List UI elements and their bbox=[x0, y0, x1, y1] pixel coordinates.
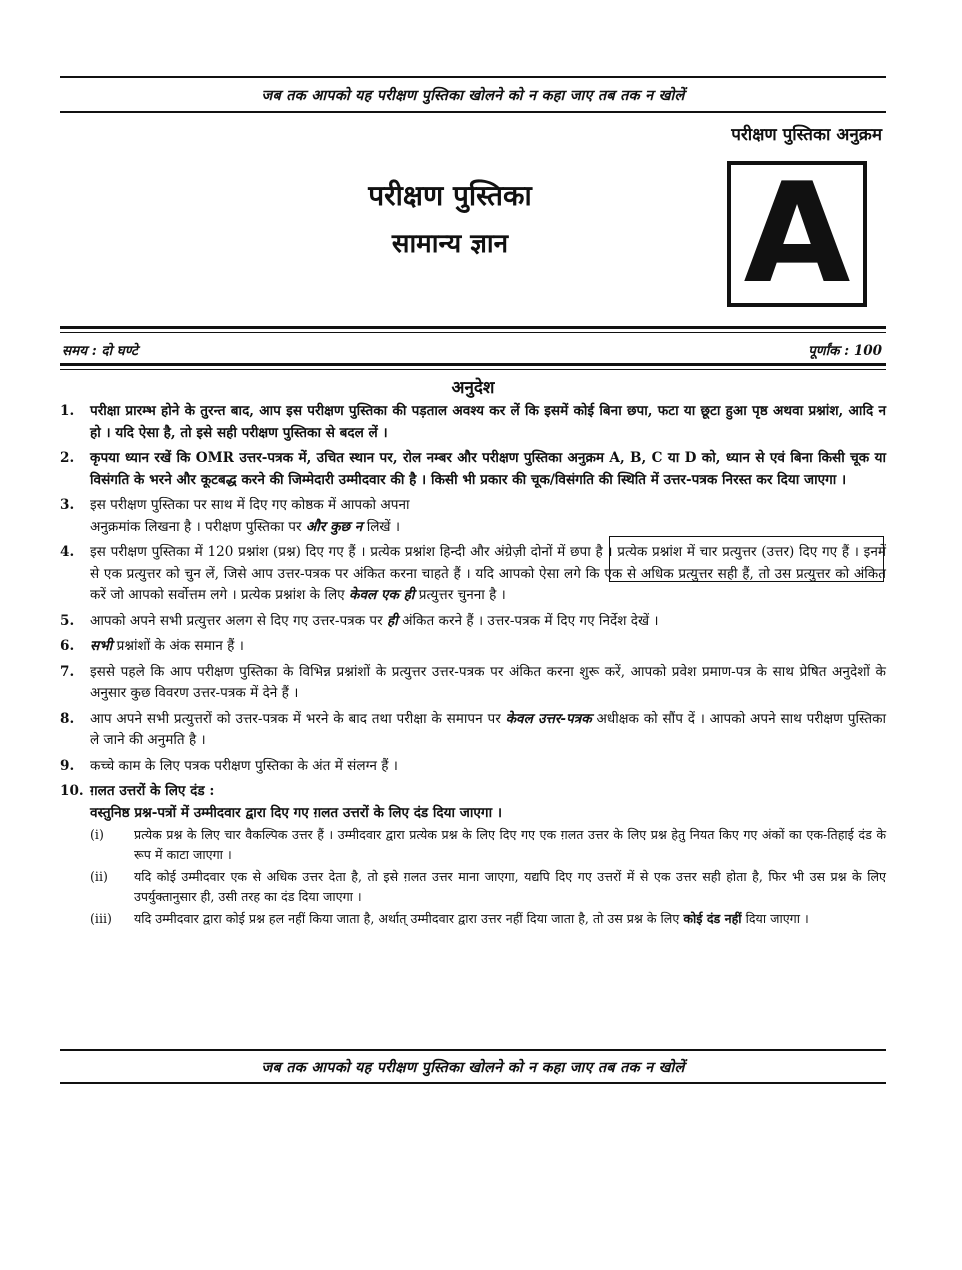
instruction-item bbox=[60, 709, 886, 752]
item-text-part: आप अपने सभी प्रत्युत्तरों को उत्तर-पत्रक में भरने के बाद तथा परीक्षा के समापन पर bbox=[90, 710, 501, 727]
series-box bbox=[727, 153, 867, 314]
item-emphasis: सभी bbox=[90, 638, 113, 654]
item-text: कृपया ध्यान रखें कि OMR उत्तर-पत्रक में, उचित स्थान पर, रोल नम्बर और परीक्षण पुस्तिका अनुक्रम A, B, C या D को, ध्यान से एवं बिना किसी चूक या विसंगति के भरने और कूटबद्ध करने की जिम्मेदारी उम्मीदवार की है । किसी भी प्रकार की चूक/विसंगति की स्थिति में उत्तर-पत्रक निरस्त कर दिया जाएगा । bbox=[90, 450, 886, 488]
instruction-item bbox=[60, 611, 886, 633]
item-text-part: अंकित करने हैं । उत्तर-पत्रक में दिए गए निर्देश देखें । bbox=[402, 612, 659, 629]
penalty-sub-item bbox=[90, 867, 886, 907]
item-text: कच्चे काम के लिए पत्रक परीक्षण पुस्तिका के अंत में संलग्न हैं । bbox=[90, 757, 398, 774]
series-letter: A bbox=[743, 153, 851, 314]
item-emphasis: केवल उत्तर-पत्रक bbox=[505, 710, 592, 727]
item-number: 8. bbox=[60, 710, 75, 727]
item-number: 6. bbox=[60, 638, 75, 654]
item-text-part: लिखें । bbox=[366, 518, 401, 535]
item-text bbox=[90, 542, 886, 607]
instructions-heading: अनुदेश bbox=[451, 378, 495, 398]
sub-item-text: यदि कोई उम्मीदवार एक से अधिक उत्तर देता है, तो इसे ग़लत उत्तर माना जाएगा, यद्यपि दिए गए उत्तरों में से एक उत्तर सही होता है, फिर भी उस प्रश्न के लिए उपर्युक्तानुसार ही, उसी तरह का दंड दिया जाएगा । bbox=[134, 869, 886, 904]
penalty-sub-item bbox=[90, 825, 886, 865]
booklet-title: परीक्षण पुस्तिका bbox=[368, 179, 532, 212]
header-rule-thin bbox=[60, 332, 886, 333]
item-emphasis: ही bbox=[387, 612, 398, 629]
penalty-lead: वस्तुनिष्ठ प्रश्न-पत्रों में उम्मीदवार द्वारा दिए गए ग़लत उत्तरों के लिए दंड दिया जाएगा । bbox=[90, 804, 502, 821]
penalty-title: ग़लत उत्तरों के लिए दंड : bbox=[90, 783, 215, 799]
item-emphasis: और कुछ न bbox=[305, 518, 363, 535]
bottom-rule bbox=[60, 1049, 886, 1051]
instructions-list bbox=[60, 401, 886, 931]
instruction-item bbox=[60, 495, 886, 538]
instruction-item bbox=[60, 448, 886, 491]
item-number: 10. bbox=[60, 783, 84, 799]
item-number: 1. bbox=[60, 403, 75, 419]
item-text-part: अधीक्षक को सौंप दें । आपको अपने साथ परीक्षण पुस्तिका ले जाने की अनुमति है । bbox=[90, 710, 887, 748]
item-text-part: इस परीक्षण पुस्तिका में 120 प्रश्नांश (प्रश्न) दिए गए हैं । प्रत्येक प्रश्नांश हिन्दी और अंग्रेज़ी दोनों में छपा है । प्रत्येक प्रश्नांश में चार प्रत्युत्तर (उत्तर) दिए गए हैं । इनमें से एक प्रत्युत्तर को चुन लें, जिसे आप उत्तर-पत्रक पर अंकित करना चाहते हैं । यदि आपको ऐसा लगे कि एक से अधिक प्रत्युत्तर सही हैं, तो उस प्रत्युत्तर को अंकित करें जो आपको सर्वोत्तम लगे । प्रत्येक प्रश्नांश के लिए bbox=[90, 544, 886, 603]
max-marks-label: पूर्णांक : 100 bbox=[808, 343, 882, 359]
sub-item-number: (i) bbox=[90, 827, 104, 842]
sub-item-text-part: दिया जाएगा । bbox=[745, 911, 809, 926]
item-text-part: आपको अपने सभी प्रत्युत्तर अलग से दिए गए उत्तर-पत्रक पर bbox=[90, 612, 383, 629]
penalty-sub-item bbox=[90, 909, 886, 929]
item-text-part: इस परीक्षण पुस्तिका पर साथ में दिए गए कोष्ठक में आपको अपना bbox=[90, 497, 410, 513]
sub-item-text bbox=[134, 909, 886, 929]
sub-item-number: (iii) bbox=[90, 911, 112, 926]
item-number: 4. bbox=[60, 544, 75, 560]
time-label: समय : दो घण्टे bbox=[62, 343, 138, 359]
top-rule bbox=[60, 76, 886, 78]
item-text-part: प्रत्युत्तर चुनना है । bbox=[418, 587, 506, 603]
header-rule bbox=[60, 326, 886, 329]
instruction-item bbox=[60, 781, 886, 803]
item-emphasis: केवल एक ही bbox=[349, 587, 415, 603]
item-text-part: अनुक्रमांक लिखना है । परीक्षण पुस्तिका पर bbox=[90, 518, 302, 535]
item-text: परीक्षा प्रारम्भ होने के तुरन्त बाद, आप इस परीक्षण पुस्तिका की पड़ताल अवश्य कर लें कि इसमें कोई बिना छपा, फटा या छूटा हुआ पृष्ठ अथवा प्रश्नांश, आदि न हो । यदि ऐसा है, तो इसे सही परीक्षण पुस्तिका से बदल लें । bbox=[90, 403, 886, 441]
instruction-item bbox=[60, 401, 886, 444]
item-text bbox=[90, 709, 886, 752]
meta-rule bbox=[60, 363, 886, 366]
meta-rule-thin bbox=[60, 369, 886, 370]
bottom-banner: जब तक आपको यह परीक्षण पुस्तिका खोलने को न कहा जाए तब तक न खोलें bbox=[261, 1059, 685, 1076]
item-text bbox=[90, 495, 610, 538]
sub-item-emphasis: कोई दंड नहीं bbox=[683, 911, 742, 926]
item-number: 9. bbox=[60, 757, 75, 774]
top-banner: जब तक आपको यह परीक्षण पुस्तिका खोलने को न कहा जाए तब तक न खोलें bbox=[261, 87, 685, 104]
instruction-item bbox=[60, 662, 886, 705]
sub-item-number: (ii) bbox=[90, 869, 108, 884]
item-text-part: प्रश्नांशों के अंक समान हैं । bbox=[116, 638, 244, 654]
item-text: इससे पहले कि आप परीक्षण पुस्तिका के विभिन्न प्रश्नांशों के प्रत्युत्तर उत्तर-पत्रक पर अंकित करना शुरू करें, आपको प्रवेश प्रमाण-पत्र के साथ प्रेषित अनुदेशों के अनुसार कुछ विवरण उत्तर-पत्रक में देने हैं । bbox=[90, 663, 886, 701]
instruction-item bbox=[60, 636, 886, 658]
item-number: 2. bbox=[60, 450, 75, 466]
bottom-rule-2 bbox=[60, 1082, 886, 1084]
item-number: 5. bbox=[60, 612, 75, 629]
instruction-item bbox=[60, 542, 886, 607]
series-label: परीक्षण पुस्तिका अनुक्रम bbox=[731, 125, 882, 145]
subject-title: सामान्य ज्ञान bbox=[391, 229, 509, 259]
sub-item-text-part: यदि उम्मीदवार द्वारा कोई प्रश्न हल नहीं किया जाता है, अर्थात् उम्मीदवार द्वारा उत्तर नहीं दिया जाता है, तो उस प्रश्न के लिए bbox=[134, 911, 680, 926]
instruction-item bbox=[60, 756, 886, 778]
item-number: 3. bbox=[60, 497, 75, 513]
item-text bbox=[90, 636, 886, 658]
sub-item-text: प्रत्येक प्रश्न के लिए चार वैकल्पिक उत्तर हैं । उम्मीदवार द्वारा प्रत्येक प्रश्न के लिए दिए गए एक ग़लत उत्तर के लिए प्रश्न हेतु नियत किए गए अंकों का एक-तिहाई दंड के रूप में काटा जाएगा । bbox=[134, 827, 886, 862]
item-number: 7. bbox=[60, 663, 75, 680]
top-rule-2 bbox=[60, 111, 886, 113]
item-text bbox=[90, 611, 886, 633]
